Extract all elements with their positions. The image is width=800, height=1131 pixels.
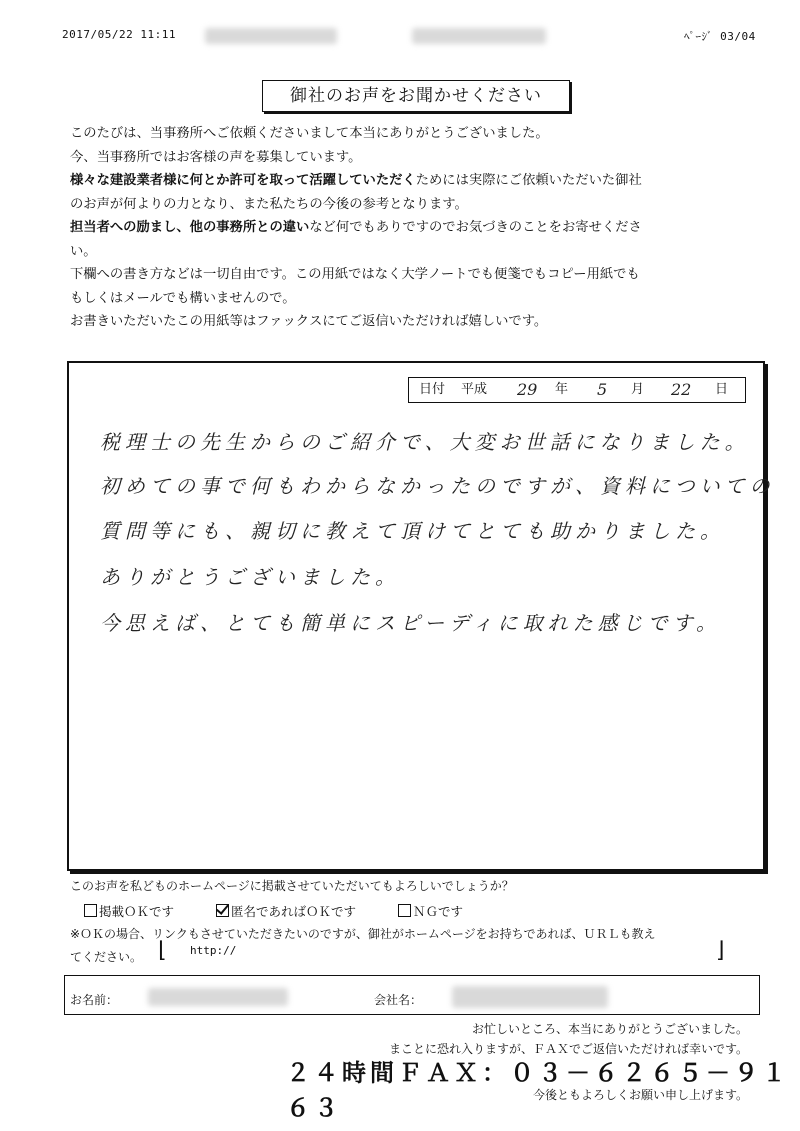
date-day-unit: 日 bbox=[715, 382, 729, 397]
option-ng[interactable] bbox=[398, 902, 463, 920]
date-label: 日付 bbox=[419, 382, 446, 397]
redacted-fax-number bbox=[412, 28, 546, 44]
fax-number: ２４時間ＦＡＸ：０３－６２６５－９１６３ bbox=[286, 1059, 790, 1122]
intro-line: のお声が何よりの力となり、また私たちの今後の参考となります。 bbox=[70, 196, 468, 212]
thanks-text: お忙しいところ、本当にありがとうございました。 bbox=[471, 1022, 748, 1036]
checkbox-checked-icon[interactable] bbox=[216, 904, 229, 917]
intro-line: お書きいただいたこの用紙等はファックスにてご返信いただければ嬉しいです。 bbox=[70, 314, 548, 329]
intro-line: 今、当事務所ではお客様の声を募集しています。 bbox=[70, 149, 362, 165]
link-note-line: ※ＯＫの場合、リンクもさせていただきたいのですが、御社がホームページをお持ちであれば、ＵＲＬも教え bbox=[70, 927, 656, 941]
intro-line bbox=[70, 169, 760, 193]
handwritten-line: 今思えば、とても簡単にスピーディに取れた感じです。 bbox=[100, 611, 721, 635]
checkbox-icon[interactable] bbox=[84, 904, 97, 917]
option-publish-ok[interactable] bbox=[84, 902, 174, 920]
date-month: 5 bbox=[597, 380, 608, 399]
option-label: 匿名であればＯＫです bbox=[231, 904, 357, 919]
fax-request-text: まことに恐れ入りますが、ＦＡＸでご返信いただければ幸いです。 bbox=[388, 1042, 748, 1056]
option-anonymous-ok[interactable] bbox=[216, 902, 356, 920]
handwritten-line: 質問等にも、親切に教えて頂けてとても助かりました。 bbox=[100, 519, 725, 543]
intro-emphasis: 様々な建設業者様に何とか許可を取って活躍していただく bbox=[70, 173, 416, 188]
option-label: 掲載ＯＫです bbox=[99, 904, 175, 919]
page-title: 御社のお声をお聞かせください bbox=[262, 80, 570, 112]
handwritten-line: 税理士の先生からのご紹介で、大変お世話になりました。 bbox=[100, 430, 750, 454]
date-month-unit: 月 bbox=[631, 382, 645, 397]
publish-question: このお声を私どものホームページに掲載させていただいてもよろしいでしょうか？ bbox=[70, 879, 514, 893]
closing-text: 今後ともよろしくお願い申し上げます。 bbox=[532, 1088, 748, 1102]
intro-line: 下欄への書き方などは一切自由です。この用紙ではなく大学ノートでも便箋でもコピー用紙でも bbox=[70, 267, 640, 282]
intro-line-rest: ためには実際にご依頼いただいた御社 bbox=[415, 173, 642, 188]
date-day: 22 bbox=[671, 380, 692, 399]
date-field bbox=[408, 377, 746, 403]
option-label: ＮＧです bbox=[413, 904, 464, 919]
intro-line bbox=[70, 216, 760, 240]
link-note bbox=[70, 923, 760, 969]
checkbox-icon[interactable] bbox=[398, 904, 411, 917]
handwritten-line: 初めての事で何もわからなかったのですが、資料についての bbox=[100, 474, 775, 498]
intro-emphasis: 担当者への励まし、他の事務所との違い bbox=[70, 220, 310, 235]
handwritten-line: ありがとうございました。 bbox=[100, 565, 400, 589]
redacted-name[interactable] bbox=[148, 988, 288, 1006]
name-label: お名前： bbox=[70, 993, 119, 1007]
url-bracket-left: ⌊ bbox=[158, 938, 167, 963]
url-bracket-right: ⌋ bbox=[716, 938, 725, 963]
intro-line-rest: など何でもありですのでお気づきのことをお寄せくださ bbox=[309, 220, 642, 235]
date-era: 平成 bbox=[461, 382, 488, 397]
intro-text bbox=[70, 122, 760, 334]
redacted-sender bbox=[205, 28, 337, 44]
date-year: 29 bbox=[517, 380, 538, 399]
date-year-unit: 年 bbox=[555, 382, 569, 397]
url-input[interactable]: http:// bbox=[190, 944, 237, 957]
intro-line: このたびは、当事務所へご依頼くださいまして本当にありがとうございました。 bbox=[70, 126, 549, 141]
fax-page-number: ﾍﾟｰｼﾞ 03/04 bbox=[684, 30, 756, 43]
intro-line: もしくはメールでも構いませんので。 bbox=[70, 290, 296, 306]
fax-timestamp: 2017/05/22 11:11 bbox=[62, 28, 176, 41]
intro-line: い。 bbox=[70, 243, 97, 259]
company-label: 会社名： bbox=[374, 993, 423, 1007]
redacted-company[interactable] bbox=[452, 986, 608, 1008]
link-note-line: てください。 bbox=[70, 950, 143, 964]
